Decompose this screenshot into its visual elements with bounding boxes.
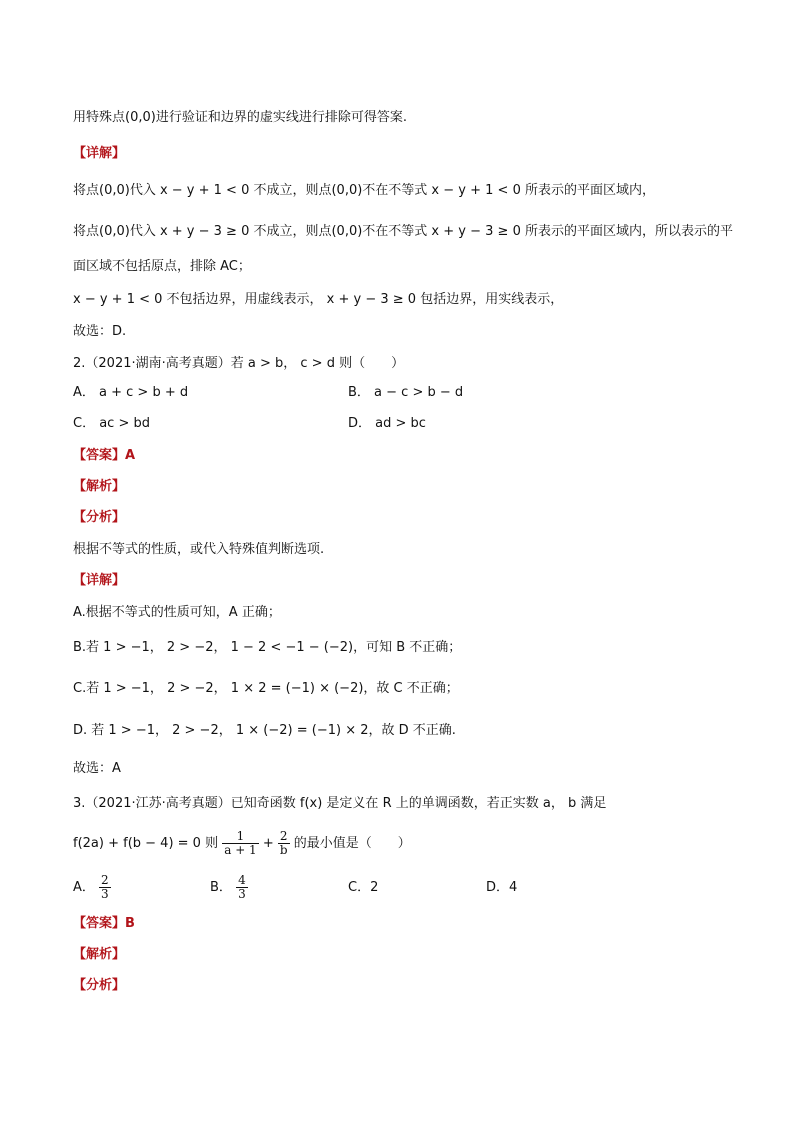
detail-q2-a: A.根据不等式的性质可知，A 正确；	[73, 605, 281, 620]
q3-fraction-2	[278, 830, 290, 857]
detail-line-1: 将点(0,0)代入 x − y + 1 < 0 不成立，则点(0,0)不在不等式 x − y + 1 < 0 所表示的平面区域内，	[73, 183, 655, 198]
q3-option-a-den: 3	[101, 887, 109, 901]
q3-fraction-2-num: 2	[278, 830, 290, 844]
explanation-heading-q2: 【解析】	[73, 479, 126, 494]
detail-q2-b: B.若 1 > −1， 2 > −2， 1 − 2 < −1 − (−2)，可知 B 不正确；	[73, 640, 462, 655]
q2-option-a: A． a + c > b + d	[73, 385, 189, 400]
q3-option-b-num: 4	[238, 873, 246, 887]
q3-condition: f(2a) + f(b − 4) = 0 则	[73, 836, 219, 851]
q3-fraction-1	[222, 830, 258, 857]
q3-option-d: D．4	[486, 880, 518, 895]
detail-line-3: 面区域不包括原点，排除 AC；	[73, 259, 251, 274]
q3-fraction-2-den: b	[279, 843, 288, 857]
detail-line-2: 将点(0,0)代入 x + y − 3 ≥ 0 不成立，则点(0,0)不在不等式 x + y − 3 ≥ 0 所表示的平面区域内，所以表示的平	[73, 224, 733, 239]
q2-option-d: D． ad > bc	[348, 416, 426, 431]
question-3-stem-2	[73, 828, 411, 860]
q3-option-b-den: 3	[238, 887, 246, 901]
analysis-heading-q2: 【分析】	[73, 510, 126, 525]
q2-option-c: C． ac > bd	[73, 416, 150, 431]
q3-option-b-label: B．	[210, 880, 232, 895]
detail-q2-d: D. 若 1 > −1， 2 > −2， 1 × (−2) = (−1) × 2，故 D 不正确.	[73, 723, 456, 738]
detail-heading: 【详解】	[73, 146, 126, 161]
conclusion-q1: 故选：D.	[73, 324, 127, 339]
explanation-heading-q3: 【解析】	[73, 947, 126, 962]
detail-line-4: x − y + 1 < 0 不包括边界，用虚线表示， x + y − 3 ≥ 0 包括边界，用实线表示，	[73, 292, 564, 307]
q3-fraction-1-num: 1	[222, 830, 258, 844]
detail-q2-c: C.若 1 > −1， 2 > −2， 1 × 2 = (−1) × (−2)，故 C 不正确；	[73, 681, 459, 696]
analysis-text-q2: 根据不等式的性质，或代入特殊值判断选项.	[73, 542, 325, 557]
q3-question-tail: 的最小值是（ ）	[293, 836, 411, 851]
answer-heading-q3: 【答案】B	[73, 916, 135, 931]
q3-plus: +	[262, 836, 274, 851]
q3-option-a-fraction	[99, 874, 111, 901]
q3-option-a-label: A．	[73, 880, 95, 895]
q3-fraction-1-den: a + 1	[224, 843, 257, 857]
q3-option-a-num: 2	[101, 873, 109, 887]
q3-option-c: C．2	[348, 880, 379, 895]
question-2-stem: 2.（2021·湖南·高考真题）若 a > b， c > d 则（ ）	[73, 356, 405, 371]
conclusion-q2: 故选：A	[73, 761, 121, 776]
analysis-text: 用特殊点(0,0)进行验证和边界的虚实线进行排除可得答案.	[73, 110, 407, 125]
q2-option-b: B． a − c > b − d	[348, 385, 464, 400]
q3-option-a	[73, 872, 111, 904]
question-3-stem: 3.（2021·江苏·高考真题）已知奇函数 f(x) 是定义在 R 上的单调函数，若正实数 a， b 满足	[73, 796, 607, 811]
q3-option-b-fraction	[236, 874, 248, 901]
answer-heading-q2: 【答案】A	[73, 448, 136, 463]
q3-option-b	[210, 872, 248, 904]
detail-heading-q2: 【详解】	[73, 573, 126, 588]
analysis-heading-q3: 【分析】	[73, 978, 126, 993]
